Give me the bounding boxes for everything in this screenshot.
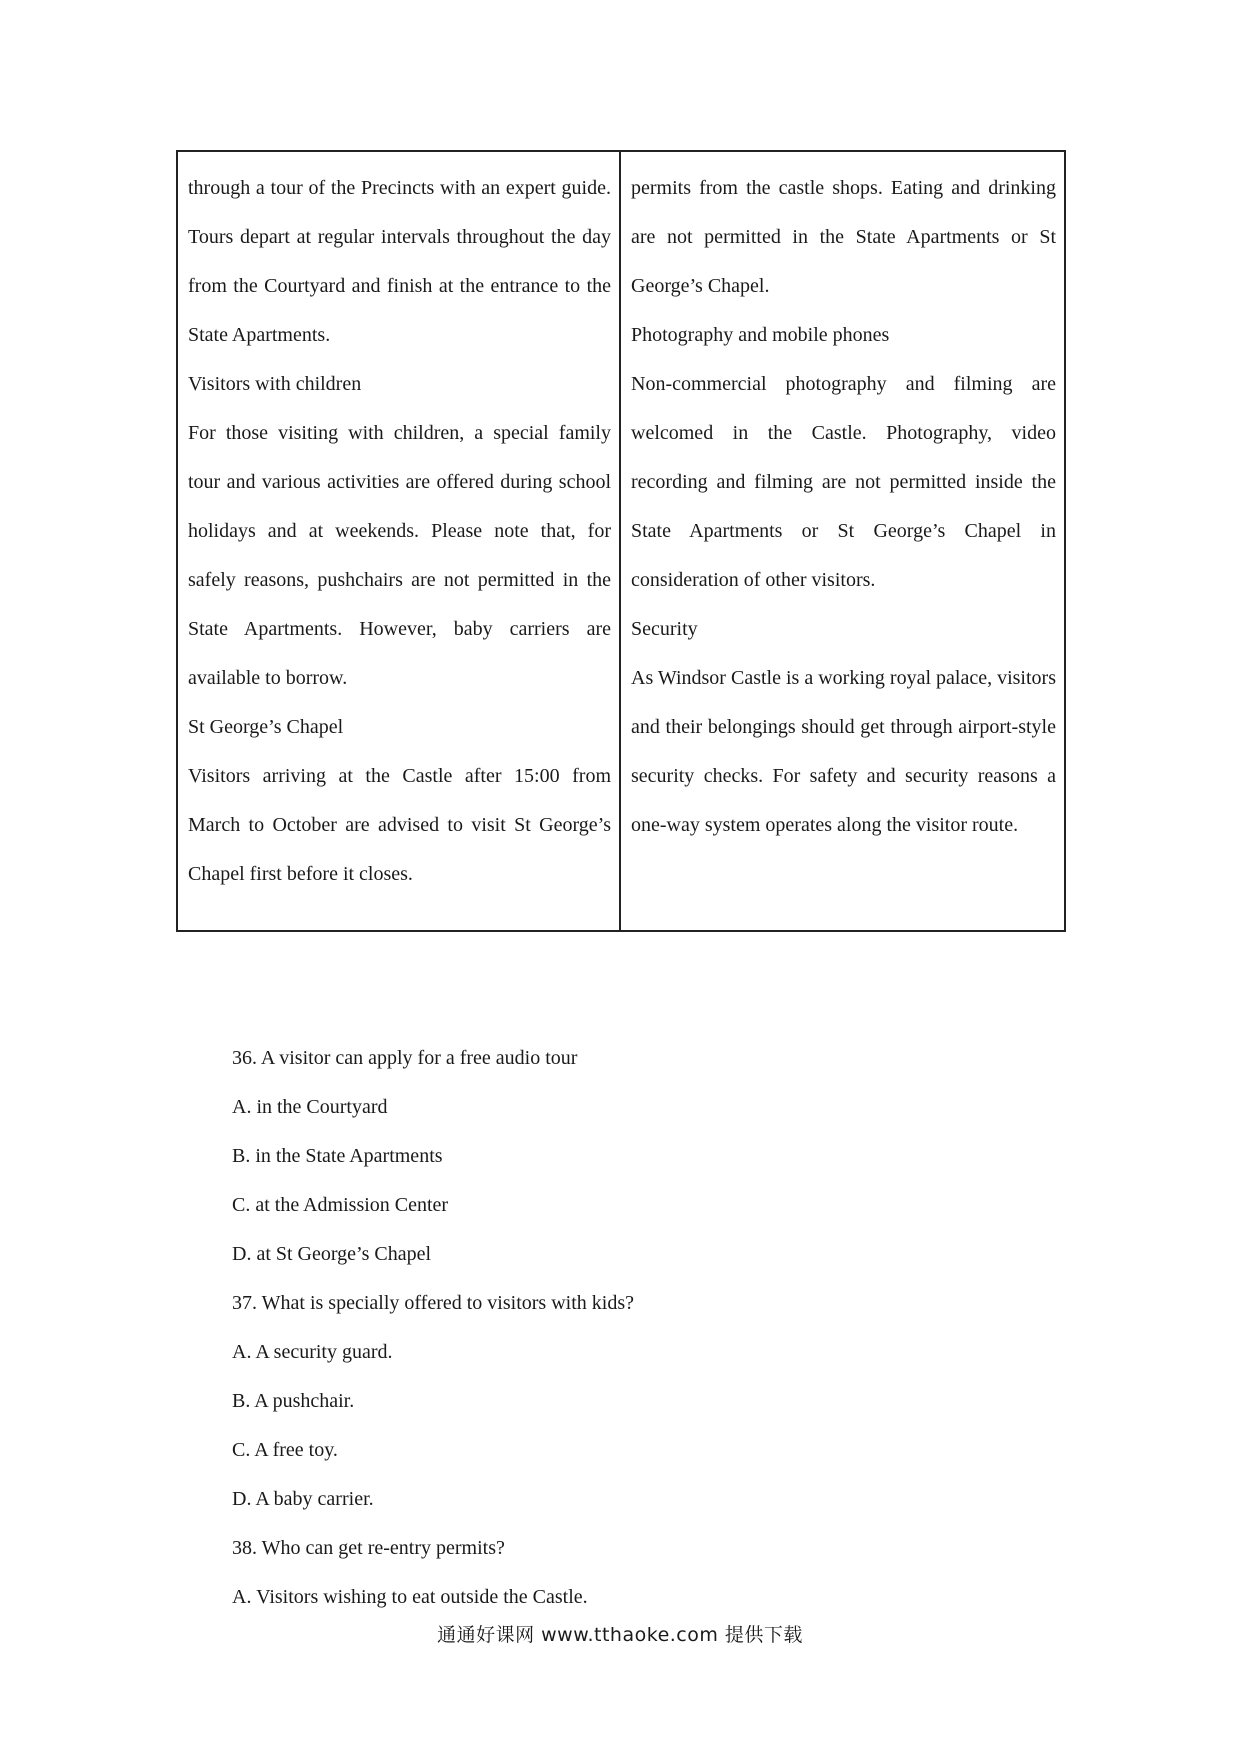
question-38: 38. Who can get re-entry permits? [232,1537,505,1559]
option-36-c: C. at the Admission Center [232,1194,449,1216]
heading-photography: Photography and mobile phones [631,324,890,346]
questions-section [232,1034,1072,1622]
paragraph-security: As Windsor Castle is a working royal palace, visitors and their belongings should get through airport-style security checks. For safety and security reasons a one-way system operates along the visitor route. [631,667,1056,836]
option-37-b: B. A pushchair. [232,1390,355,1412]
option-36-b: B. in the State Apartments [232,1145,443,1167]
question-37: 37. What is specially offered to visitors with kids? [232,1292,634,1314]
paragraph-permits: permits from the castle shops. Eating and drinking are not permitted in the State Apartments or St George’s Chapel. [631,177,1056,297]
option-37-d: D. A baby carrier. [232,1488,374,1510]
question-36: 36. A visitor can apply for a free audio tour [232,1047,578,1069]
table-right-column [621,152,1064,930]
info-table [176,150,1066,932]
paragraph-chapel: Visitors arriving at the Castle after 15:00 from March to October are advised to visit St George’s Chapel first before it closes. [188,765,611,885]
paragraph-photography: Non-commercial photography and filming are welcomed in the Castle. Photography, video recording and filming are not permitted inside the State Apartments or St George’s Chapel in consideration of other visitors. [631,373,1056,591]
paragraph-tour: through a tour of the Precincts with an expert guide. Tours depart at regular intervals throughout the day from the Courtyard and finish at the entrance to the State Apartments. [188,177,611,346]
option-37-a: A. A security guard. [232,1341,393,1363]
table-left-column [178,152,621,930]
heading-security: Security [631,618,698,640]
heading-visitors-with-children: Visitors with children [188,373,362,395]
option-37-c: C. A free toy. [232,1439,338,1461]
heading-st-georges-chapel: St George’s Chapel [188,716,344,738]
option-36-d: D. at St George’s Chapel [232,1243,432,1265]
page-footer: 通通好课网 www.tthaoke.com 提供下载 [437,1624,803,1646]
option-38-a: A. Visitors wishing to eat outside the Castle. [232,1586,588,1608]
paragraph-children: For those visiting with children, a special family tour and various activities are offered during school holidays and at weekends. Please note that, for safely reasons, pushchairs are not permitted in the State Apartments. However, baby carriers are available to borrow. [188,422,611,689]
option-36-a: A. in the Courtyard [232,1096,388,1118]
